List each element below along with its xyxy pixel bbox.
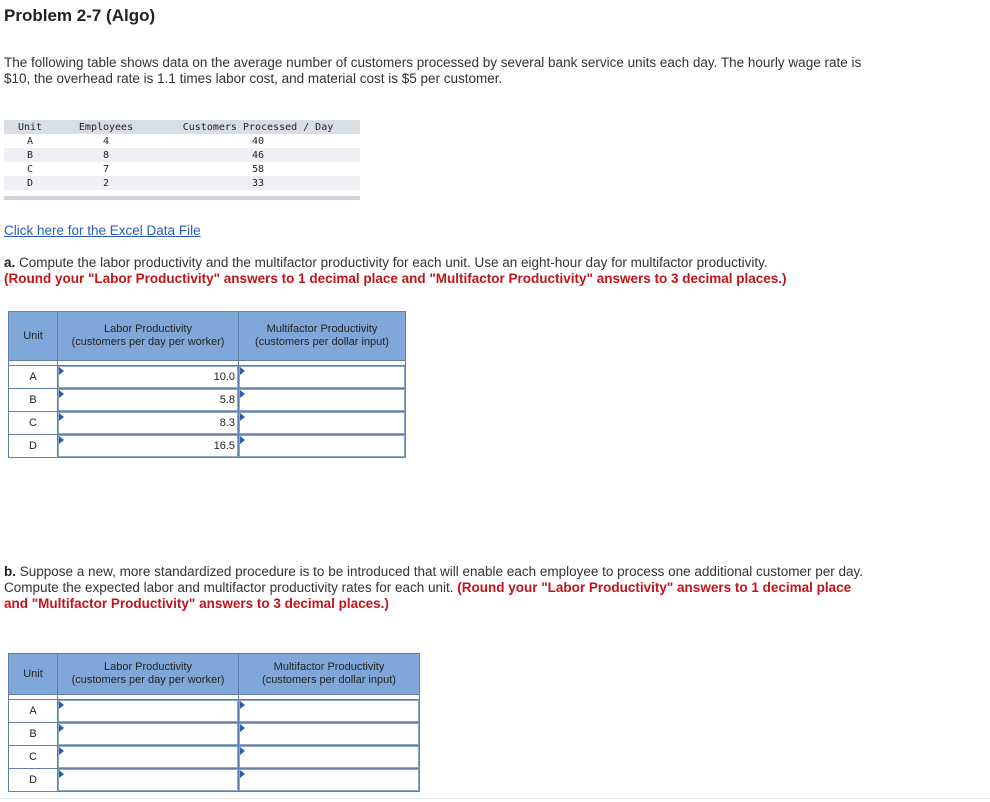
multi-cell[interactable] <box>239 412 406 435</box>
labor-input[interactable] <box>58 700 238 722</box>
cell-employees: 2 <box>56 176 156 190</box>
page-divider <box>0 798 990 799</box>
labor-header-line1: Labor Productivity <box>103 661 193 673</box>
unit-cell: C <box>9 746 58 769</box>
flag-icon <box>59 770 64 778</box>
cell-customers: 40 <box>251 135 265 147</box>
labor-input[interactable] <box>58 746 238 768</box>
cell-unit: D <box>4 176 56 190</box>
col-unit-header: Unit <box>9 312 58 361</box>
unit-cell: A <box>9 366 58 389</box>
multi-input[interactable] <box>239 435 405 457</box>
flag-icon <box>59 436 64 444</box>
part-a-label: a. <box>4 255 16 270</box>
part-b-text: Suppose a new, more standardized procedure is to be introduced that will enable each employee to process one additional customer per day. Compute the expected labor and multifactor productivity rates for each unit. <box>4 564 864 595</box>
unit-cell: B <box>9 389 58 412</box>
cell-unit: B <box>4 148 56 162</box>
part-a-text: Compute the labor productivity and the multifactor productivity for each unit. Use an eight-hour day for multifactor productivity. <box>15 255 768 270</box>
multi-input[interactable] <box>239 723 419 745</box>
table-row <box>9 412 406 435</box>
labor-cell[interactable] <box>58 389 239 412</box>
col-labor-header <box>58 312 239 361</box>
table-row <box>9 769 420 792</box>
table-row <box>9 366 406 389</box>
flag-icon <box>59 747 64 755</box>
multi-input[interactable] <box>239 366 405 388</box>
data-table-header <box>4 120 360 134</box>
multi-cell[interactable] <box>239 435 406 458</box>
multi-header-line1: Multifactor Productivity <box>273 661 385 673</box>
labor-header-line2: (customers per day per worker) <box>71 336 225 348</box>
answer-table-header <box>9 312 406 361</box>
multi-input[interactable] <box>239 746 419 768</box>
labor-cell[interactable] <box>58 700 239 723</box>
cell-employees: 4 <box>102 135 110 147</box>
cell-customers: 33 <box>156 176 360 190</box>
table-divider <box>4 196 360 200</box>
header-customers: Customers Processed / Day <box>156 120 360 134</box>
cell-unit: A <box>26 135 34 147</box>
multi-cell[interactable] <box>239 389 406 412</box>
table-row <box>9 700 420 723</box>
answer-table-a <box>8 311 406 458</box>
col-multi-header <box>239 312 406 361</box>
intro-text: The following table shows data on the average number of customers processed by several bank service units each day. The hourly wage rate is $10, the overhead rate is 1.1 times labor cost, and material cost is $5 per customer. <box>4 55 862 86</box>
cell-employees: 8 <box>56 148 156 162</box>
header-unit: Unit <box>4 120 56 134</box>
part-b-prompt <box>4 564 874 612</box>
table-row <box>9 746 420 769</box>
unit-cell: B <box>9 723 58 746</box>
labor-cell[interactable] <box>58 366 239 389</box>
flag-icon <box>59 701 64 709</box>
cell-unit: C <box>26 163 34 175</box>
flag-icon <box>240 367 245 375</box>
excel-data-link[interactable]: Click here for the Excel Data File <box>4 223 201 238</box>
multi-cell[interactable] <box>239 366 406 389</box>
multi-header-line2: (customers per dollar input) <box>262 674 396 686</box>
labor-input[interactable] <box>58 412 238 434</box>
multi-header-line1: Multifactor Productivity <box>266 323 378 335</box>
flag-icon <box>240 770 245 778</box>
part-b-label: b. <box>4 564 16 579</box>
cell-employees: 7 <box>102 163 110 175</box>
part-a-note: (Round your "Labor Productivity" answers to 1 decimal place and "Multifactor Productivity" answers to 3 decimal places.) <box>4 271 787 286</box>
labor-cell[interactable] <box>58 769 239 792</box>
multi-cell[interactable] <box>239 700 420 723</box>
labor-input[interactable] <box>58 366 238 388</box>
flag-icon <box>59 390 64 398</box>
labor-input[interactable] <box>58 769 238 791</box>
col-labor-header <box>58 654 239 695</box>
table-row <box>4 176 360 190</box>
header-employees: Employees <box>56 120 156 134</box>
col-multi-header <box>239 654 420 695</box>
flag-icon <box>240 413 245 421</box>
cell-customers: 46 <box>156 148 360 162</box>
table-row <box>4 162 360 176</box>
flag-icon <box>59 413 64 421</box>
flag-icon <box>59 724 64 732</box>
multi-input[interactable] <box>239 412 405 434</box>
data-table <box>4 120 360 190</box>
labor-input[interactable] <box>58 389 238 411</box>
labor-header-line2: (customers per day per worker) <box>71 674 225 686</box>
flag-icon <box>59 367 64 375</box>
part-a-prompt <box>4 255 884 287</box>
unit-cell: D <box>9 435 58 458</box>
labor-cell[interactable] <box>58 746 239 769</box>
multi-cell[interactable] <box>239 746 420 769</box>
flag-icon <box>240 436 245 444</box>
table-row <box>4 134 360 148</box>
flag-icon <box>240 747 245 755</box>
unit-cell: D <box>9 769 58 792</box>
table-row <box>9 389 406 412</box>
cell-customers: 58 <box>251 163 265 175</box>
labor-cell[interactable] <box>58 412 239 435</box>
answer-table-b <box>8 653 420 792</box>
flag-icon <box>240 701 245 709</box>
multi-header-line2: (customers per dollar input) <box>255 336 389 348</box>
answer-table-header <box>9 654 420 695</box>
multi-cell[interactable] <box>239 769 420 792</box>
multi-input[interactable] <box>239 769 419 791</box>
labor-cell[interactable] <box>58 435 239 458</box>
part-b-note: (Round your "Labor Productivity" answers to 1 decimal place and "Multifactor Productivity" answers to 3 decimal places.) <box>4 580 852 611</box>
multi-input[interactable] <box>239 700 419 722</box>
col-unit-header: Unit <box>9 654 58 695</box>
multi-input[interactable] <box>239 389 405 411</box>
unit-cell: C <box>9 412 58 435</box>
table-row <box>4 148 360 162</box>
multi-cell[interactable] <box>239 723 420 746</box>
table-row <box>9 723 420 746</box>
problem-title: Problem 2-7 (Algo) <box>4 6 156 25</box>
labor-header-line1: Labor Productivity <box>103 323 193 335</box>
flag-icon <box>240 390 245 398</box>
labor-cell[interactable] <box>58 723 239 746</box>
labor-input[interactable] <box>58 723 238 745</box>
table-row <box>9 435 406 458</box>
labor-input[interactable] <box>58 435 238 457</box>
flag-icon <box>240 724 245 732</box>
unit-cell: A <box>9 700 58 723</box>
